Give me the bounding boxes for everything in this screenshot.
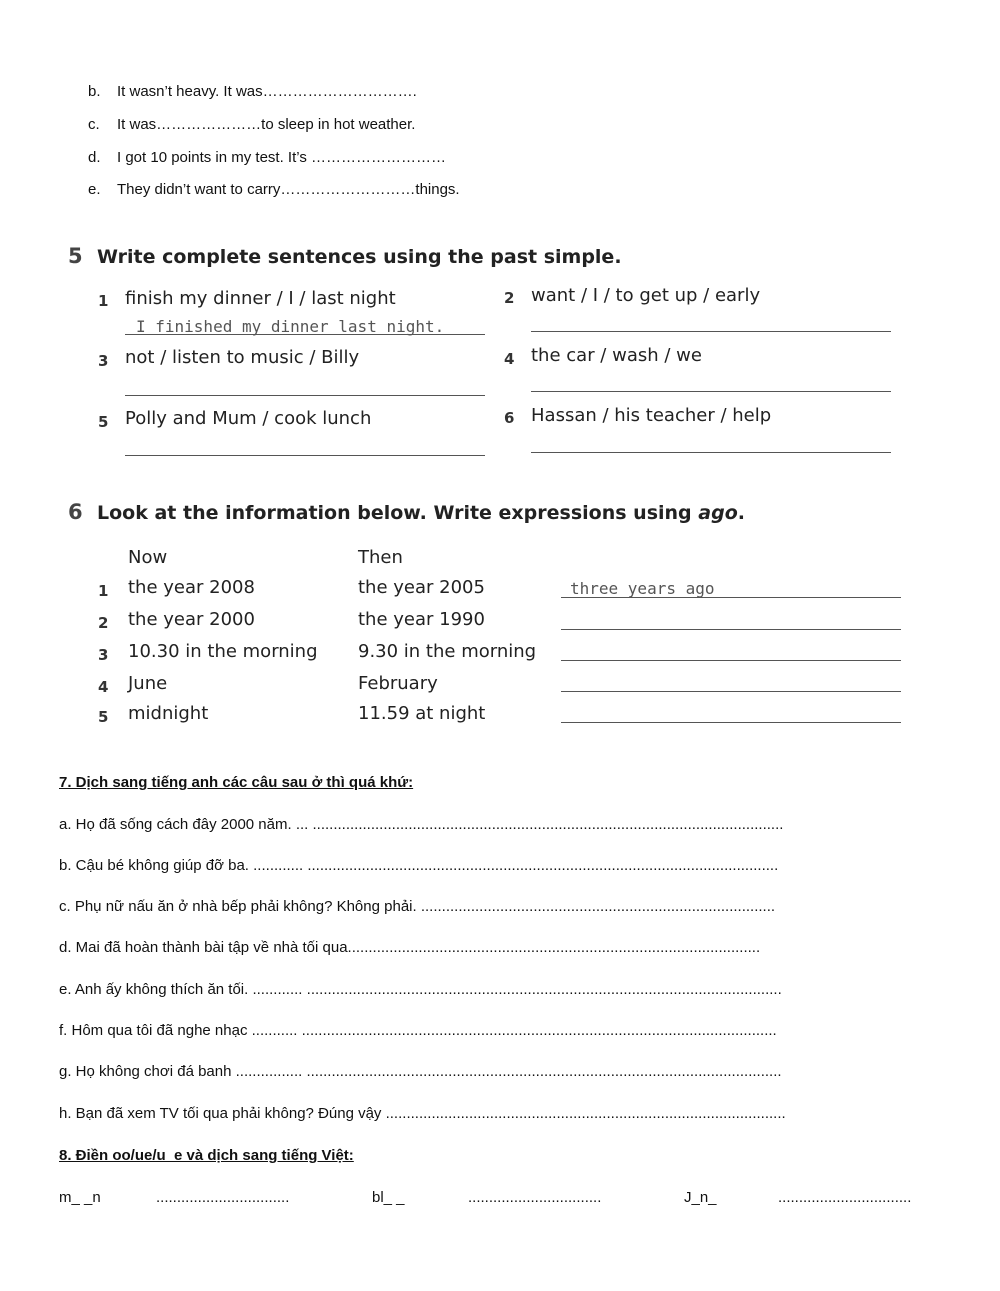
ex4-item-letter: d. [88, 149, 101, 166]
row-answer: three years ago [570, 579, 715, 598]
answer-line[interactable] [561, 691, 901, 692]
answer-line[interactable] [125, 455, 485, 456]
answer-line[interactable] [531, 452, 891, 453]
task-number: 2 [504, 289, 515, 307]
translation-item: a. Họ đã sống cách đây 2000 năm. ... ................................................................................................................. [59, 816, 784, 833]
ex4-item-letter: b. [88, 83, 101, 100]
fill-word: m_ _n [59, 1189, 101, 1206]
row-then: the year 2005 [358, 577, 485, 598]
task-number: 6 [504, 409, 515, 427]
task-prompt: the car / wash / we [531, 345, 702, 366]
task-number: 5 [98, 413, 109, 431]
task-prompt: finish my dinner / I / last night [125, 288, 396, 309]
heading-emphasis: ago [698, 502, 738, 524]
row-then: February [358, 673, 438, 694]
exercise-number: 5 [68, 244, 83, 268]
answer-line[interactable] [561, 629, 901, 630]
ex4-item-letter: c. [88, 116, 100, 133]
heading-main: Look at the information below. Write expressions using [97, 502, 699, 524]
row-now: midnight [128, 703, 209, 724]
column-header-then: Then [358, 547, 403, 568]
answer-line[interactable] [561, 597, 901, 598]
row-number: 1 [98, 582, 109, 600]
row-now: June [128, 673, 168, 694]
answer-line[interactable] [561, 722, 901, 723]
ex4-item-letter: e. [88, 181, 101, 198]
row-then: 9.30 in the morning [358, 641, 537, 662]
row-then: 11.59 at night [358, 703, 486, 724]
fill-blank[interactable]: ................................ [778, 1189, 912, 1206]
answer-line[interactable] [531, 391, 891, 392]
exercise-heading: 8. Điền oo/ue/u_e và dịch sang tiếng Việt: [59, 1147, 354, 1164]
row-number: 4 [98, 678, 109, 696]
ex4-item-text: They didn’t want to carry………………………things. [117, 181, 460, 198]
answer-line[interactable] [561, 660, 901, 661]
answer-line[interactable] [125, 395, 485, 396]
translation-item: e. Anh ấy không thích ăn tối. ............ .................................................................................................................. [59, 981, 782, 998]
answer-line[interactable] [531, 331, 891, 332]
translation-item: b. Cậu bé không giúp đỡ ba. ............ ................................................................................................................. [59, 857, 779, 874]
heading-end: . [737, 502, 745, 524]
translation-item: f. Hôm qua tôi đã nghe nhạc ........... .................................................................................................................. [59, 1022, 777, 1039]
task-number: 3 [98, 352, 109, 370]
task-prompt: Polly and Mum / cook lunch [125, 408, 372, 429]
task-prompt: want / I / to get up / early [531, 285, 761, 306]
exercise-heading [97, 502, 745, 524]
ex4-item-text: It was…………………to sleep in hot weather. [117, 116, 416, 133]
translation-item: h. Bạn đã xem TV tối qua phải không? Đúng vậy ................................................................................................ [59, 1105, 786, 1122]
translation-item: c. Phụ nữ nấu ăn ở nhà bếp phải không? Không phải. ..................................................................................... [59, 898, 776, 915]
fill-word: bl_ _ [372, 1189, 405, 1206]
row-now: 10.30 in the morning [128, 641, 318, 662]
column-header-now: Now [128, 547, 168, 568]
task-number: 4 [504, 350, 515, 368]
translation-item: g. Họ không chơi đá banh ................ .................................................................................................................. [59, 1063, 782, 1080]
ex4-item-text: I got 10 points in my test. It’s ……………………… [117, 149, 446, 166]
exercise-heading: 7. Dịch sang tiếng anh các câu sau ở thì quá khứ: [59, 774, 414, 791]
translation-item: d. Mai đã hoàn thành bài tập về nhà tối qua................................................................................................... [59, 939, 761, 956]
row-now: the year 2008 [128, 577, 255, 598]
exercise-heading: Write complete sentences using the past simple. [97, 246, 622, 268]
task-prompt: Hassan / his teacher / help [531, 405, 772, 426]
exercise-number: 6 [68, 500, 83, 524]
task-answer: I finished my dinner last night. [136, 317, 445, 336]
ex4-item-text: It wasn’t heavy. It was…………………………. [117, 83, 417, 100]
row-then: the year 1990 [358, 609, 485, 630]
row-now: the year 2000 [128, 609, 255, 630]
fill-blank[interactable]: ................................ [468, 1189, 602, 1206]
fill-blank[interactable]: ................................ [156, 1189, 290, 1206]
row-number: 2 [98, 614, 109, 632]
row-number: 3 [98, 646, 109, 664]
task-prompt: not / listen to music / Billy [125, 347, 360, 368]
row-number: 5 [98, 708, 109, 726]
task-number: 1 [98, 292, 109, 310]
answer-line[interactable] [125, 334, 485, 335]
fill-word: J_n_ [684, 1189, 717, 1206]
